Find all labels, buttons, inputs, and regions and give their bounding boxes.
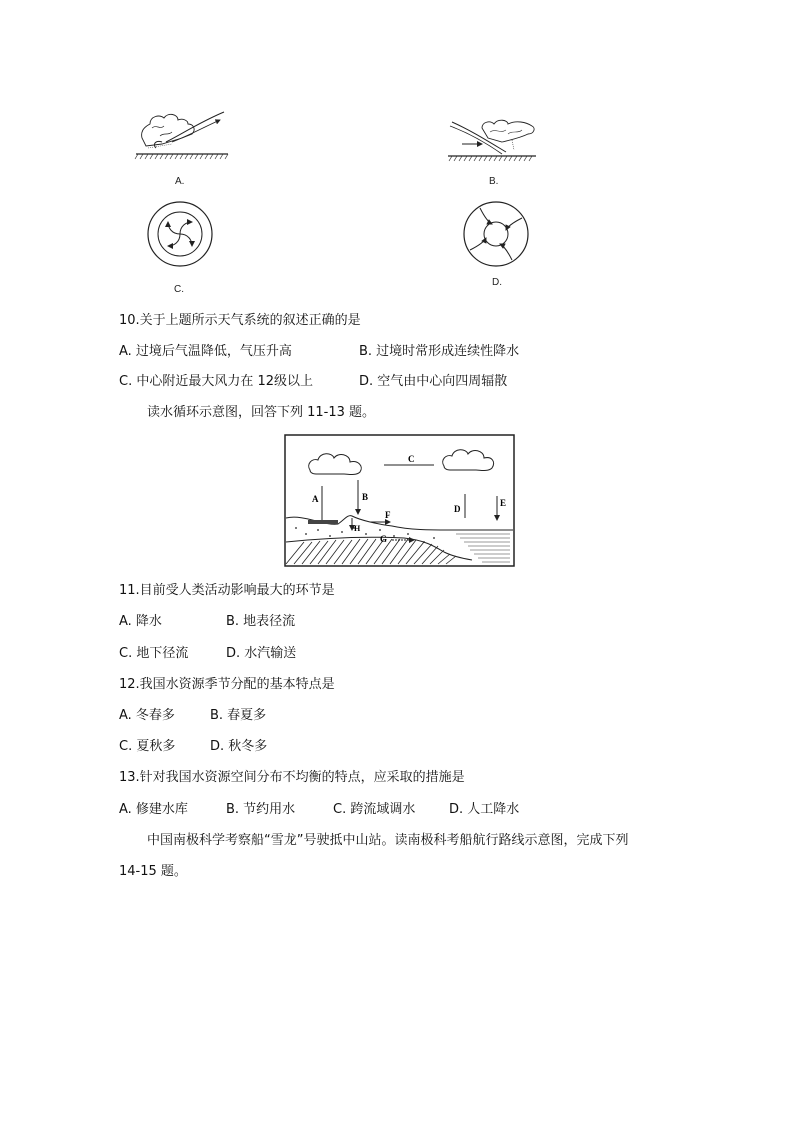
water-cycle-label-g: G: [380, 534, 388, 544]
water-cycle-label-d: D: [454, 504, 461, 514]
question-13-option-b: B. 节约用水: [226, 802, 296, 817]
water-cycle-label-b: B: [362, 492, 369, 502]
question-13-option-a: A. 修建水库: [119, 802, 188, 817]
question-11-stem: 11.目前受人类活动影响最大的环节是: [119, 583, 335, 598]
question-11-option-b: B. 地表径流: [226, 614, 296, 629]
figure-b-front: [446, 110, 538, 166]
question-11-option-c: C. 地下径流: [119, 646, 189, 661]
question-11-option-a: A. 降水: [119, 614, 162, 629]
water-cycle-diagram: [284, 434, 516, 568]
question-12-option-d: D. 秋冬多: [210, 739, 268, 754]
question-13-stem: 13.针对我国水资源空间分布不均衡的特点，应采取的措施是: [119, 770, 465, 785]
figure-b-label: B.: [489, 176, 499, 187]
water-cycle-label-c: C: [408, 454, 415, 464]
figure-d-label: D.: [492, 277, 502, 288]
intro-questions-14-15-line1: 中国南极科学考察船“雪龙”号驶抵中山站。读南极科考船航行路线示意图，完成下列: [147, 833, 629, 848]
question-13-option-d: D. 人工降水: [449, 802, 520, 817]
water-cycle-label-a: A: [312, 494, 319, 504]
question-10-option-c: C. 中心附近最大风力在 12级以上: [119, 374, 314, 389]
question-10-option-d: D. 空气由中心向四周辐散: [359, 374, 508, 389]
question-11-option-d: D. 水汽输送: [226, 646, 297, 661]
cold-front-diagram: [132, 108, 232, 164]
question-10-option-a: A. 过境后气温降低，气压升高: [119, 344, 292, 359]
warm-front-diagram: [446, 110, 538, 166]
question-12-stem: 12.我国水资源季节分配的基本特点是: [119, 677, 335, 692]
water-cycle-label-f: F: [385, 510, 391, 520]
figure-c-label: C.: [174, 284, 184, 295]
water-cycle-label-e: E: [500, 498, 507, 508]
question-12-option-a: A. 冬春多: [119, 708, 175, 723]
intro-questions-14-15-line2: 14-15 题。: [119, 864, 187, 879]
question-10-stem: 10.关于上题所示天气系统的叙述正确的是: [119, 313, 361, 328]
question-13-option-c: C. 跨流域调水: [333, 802, 416, 817]
question-10-option-b: B. 过境时常形成连续性降水: [359, 344, 520, 359]
figure-d-circulation: [462, 200, 530, 268]
intro-questions-11-13: 读水循环示意图，回答下列 11-13 题。: [147, 405, 376, 420]
question-12-option-c: C. 夏秋多: [119, 739, 176, 754]
cyclone-diagram: [462, 200, 530, 268]
anticyclone-diagram: [146, 200, 214, 268]
water-cycle-label-h: H: [354, 524, 361, 533]
figure-c-circulation: [146, 200, 214, 268]
figure-a-front: [132, 108, 232, 164]
question-12-option-b: B. 春夏多: [210, 708, 267, 723]
water-cycle-figure: [284, 434, 516, 568]
figure-a-label: A.: [175, 176, 185, 187]
